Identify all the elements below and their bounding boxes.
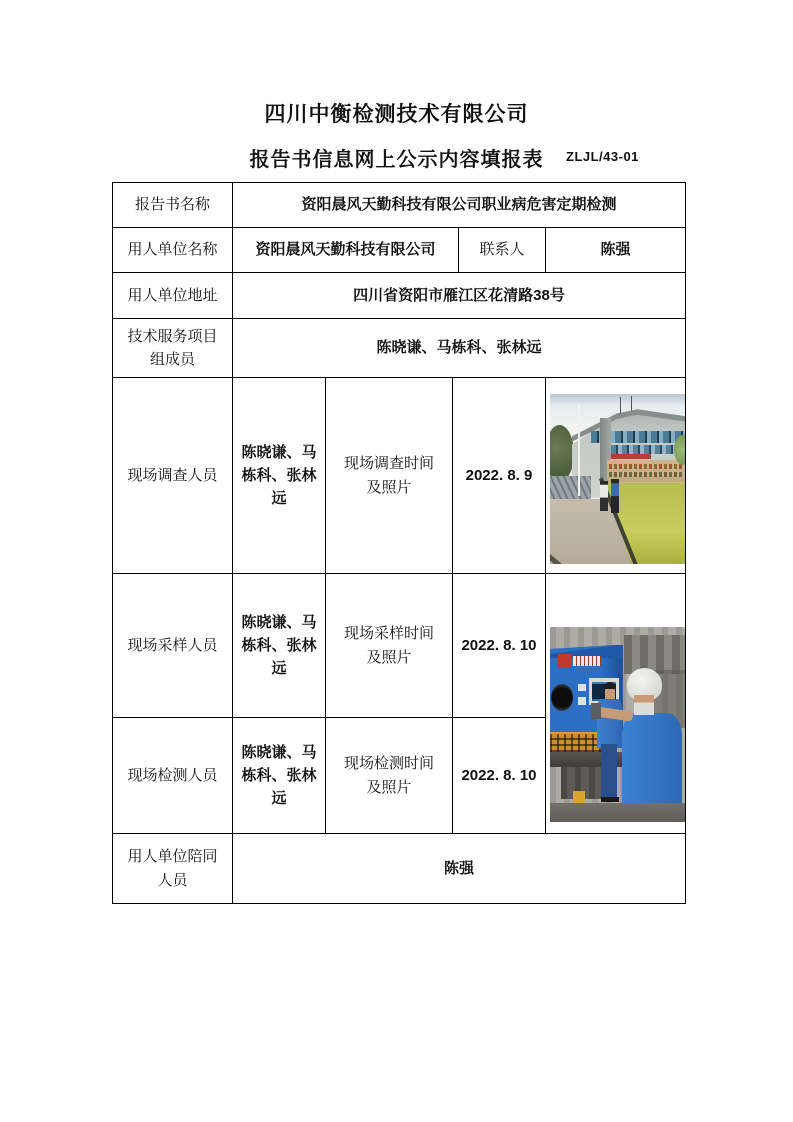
site-survey-time-label-text: 现场调查时间及照片 bbox=[343, 455, 434, 496]
site-survey-members: 陈晓谦、马栋科、张林远 bbox=[233, 378, 326, 574]
person-blue-shirt bbox=[611, 479, 619, 513]
machine-button-2 bbox=[578, 697, 586, 705]
form-header bbox=[0, 143, 793, 171]
report-name-value: 资阳晨风天勤科技有限公司职业病危害定期检测 bbox=[233, 183, 686, 228]
measuring-device bbox=[591, 703, 602, 719]
site-testing-label: 现场检测人员 bbox=[113, 718, 233, 834]
site-testing-time-label bbox=[326, 718, 453, 834]
contact-value: 陈强 bbox=[546, 228, 686, 273]
sampling-photo bbox=[550, 627, 685, 822]
employer-address-value: 四川省资阳市雁江区花清路38号 bbox=[233, 273, 686, 319]
employer-name-value: 资阳晨风天勤科技有限公司 bbox=[233, 228, 459, 273]
site-sampling-time-label-text: 现场采样时间及照片 bbox=[343, 625, 434, 666]
machine-logo bbox=[558, 654, 572, 668]
accompanying-value: 陈强 bbox=[233, 834, 686, 904]
worker2-masked-face bbox=[634, 695, 654, 715]
row-accompanying bbox=[113, 834, 686, 904]
wall-text-row2 bbox=[609, 472, 682, 477]
site-sampling-members: 陈晓谦、马栋科、张林远 bbox=[233, 574, 326, 718]
project-team-label-text: 技术服务项目组成员 bbox=[127, 327, 218, 368]
accompanying-label bbox=[113, 834, 233, 904]
site-survey-photo-cell bbox=[546, 378, 686, 574]
workshop-floor bbox=[550, 803, 685, 823]
site-testing-time-label-text: 现场检测时间及照片 bbox=[343, 755, 434, 796]
machine-nameplate bbox=[573, 656, 601, 666]
doc-code: ZLJL/43-01 bbox=[566, 149, 639, 164]
person-white-shirt bbox=[600, 481, 608, 512]
site-sampling-date: 2022. 8. 10 bbox=[453, 574, 546, 718]
worker1-trousers bbox=[601, 744, 617, 799]
site-testing-date: 2022. 8. 10 bbox=[453, 718, 546, 834]
project-team-label bbox=[113, 319, 233, 378]
site-sampling-label: 现场采样人员 bbox=[113, 574, 233, 718]
report-name-label: 报告书名称 bbox=[113, 183, 233, 228]
employer-address-label: 用人单位地址 bbox=[113, 273, 233, 319]
worker1-face bbox=[605, 689, 614, 699]
red-sign bbox=[611, 454, 652, 460]
site-sampling-time-label bbox=[326, 574, 453, 718]
company-title: 四川中衡检测技术有限公司 bbox=[264, 103, 529, 126]
row-employer-address bbox=[113, 273, 686, 319]
site-survey-label: 现场调查人员 bbox=[113, 378, 233, 574]
report-info-table bbox=[112, 182, 686, 904]
survey-photo bbox=[550, 394, 685, 564]
worker2-blue-shirt bbox=[622, 713, 683, 807]
site-survey-date: 2022. 8. 9 bbox=[453, 378, 546, 574]
flag-pole bbox=[578, 404, 580, 496]
project-team-value: 陈晓谦、马栋科、张林远 bbox=[233, 319, 686, 378]
row-site-sampling bbox=[113, 574, 686, 718]
row-report-name bbox=[113, 183, 686, 228]
machine-round-port bbox=[551, 684, 573, 711]
site-survey-time-label bbox=[326, 378, 453, 574]
accompanying-label-text: 用人单位陪同人员 bbox=[127, 848, 218, 889]
machine-button-1 bbox=[578, 684, 586, 692]
contact-label: 联系人 bbox=[459, 228, 546, 273]
trees-left bbox=[550, 425, 574, 483]
flag-mast-1 bbox=[620, 397, 621, 414]
flag-mast-2 bbox=[631, 396, 632, 411]
row-project-team bbox=[113, 319, 686, 378]
workshop-shelf bbox=[624, 635, 685, 674]
employer-name-label: 用人单位名称 bbox=[113, 228, 233, 273]
row-employer-name bbox=[113, 228, 686, 273]
site-testing-members: 陈晓谦、马栋科、张林远 bbox=[233, 718, 326, 834]
form-title: 报告书信息网上公示内容填报表 bbox=[249, 149, 544, 171]
wall-text-row1 bbox=[609, 464, 682, 469]
row-site-survey bbox=[113, 378, 686, 574]
sampling-photo-cell bbox=[546, 574, 686, 834]
